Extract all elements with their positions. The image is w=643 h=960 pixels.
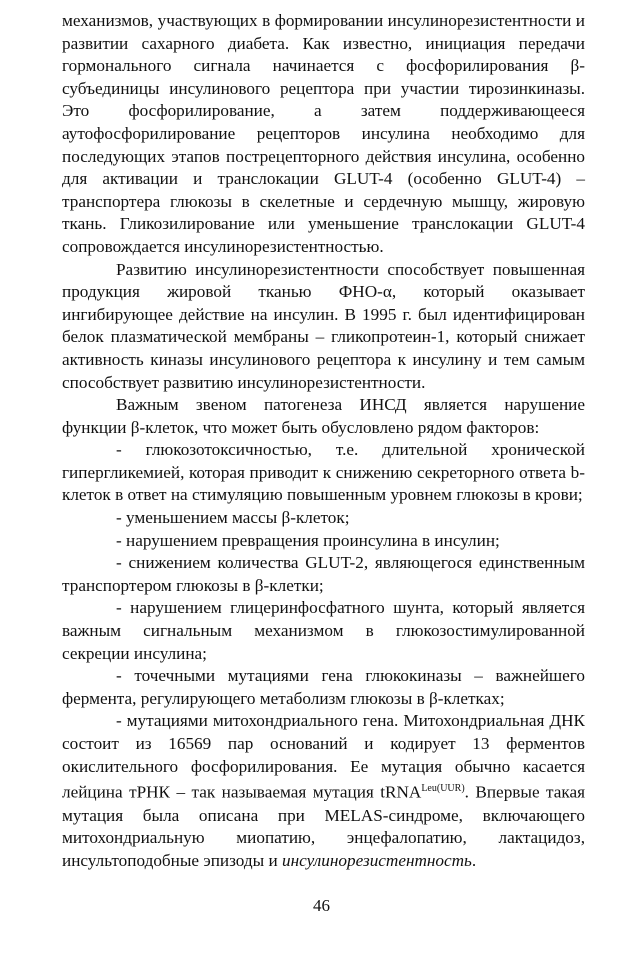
list-item-mitochondrial [62, 710, 585, 872]
list-item-glut2: - снижением количества GLUT-2, являющегося единственным транспортером глюкозы в β-клетки; [62, 553, 585, 595]
list-item-beta-mass: - уменьшением массы β-клеток; [116, 508, 350, 528]
list-item-glycerophosphate: - нарушением глицеринфосфатного шунта, который является важным сигнальным механизмом в глюкозостимулированной секреции инсулина; [62, 598, 585, 663]
final-period: . [471, 850, 477, 870]
mitochondrial-text-part2: . Впервые такая мутация была описана при MELAS-синдроме, включающего митохондриальную миопатию, энцефалопатию, лактацидоз, инсультоподобные эпизоды и [62, 782, 585, 870]
paragraph-continuation: механизмов, участвующих в формировании инсулинорезистентности и развитии сахарного диабета. Как известно, инициация передачи гормонального сигнала начинается с фосфорилирования β-субъединицы инсулинового рецептора при участии тирозинкиназы. Это фосфорилирование, а затем поддерживающееся аутофосфорилирование рецепторов инсулина необходимо для последующих этапов пострецепторного действия инсулина, особенно для активации и транслокации GLUT-4 (особенно GLUT-4) – транспортера глюкозы в скелетные и сердечную мышцу, жировую ткань. Гликозилирование или уменьшение транслокации GLUT-4 сопровождается инсулинорезистентностью. [62, 11, 585, 256]
paragraph-beta-cell-dysfunction: Важным звеном патогенеза ИНСД является нарушение функции β-клеток, что может быть обусловлено рядом факторов: [62, 395, 585, 437]
list-item-glucotoxicity: - глюкозотоксичностью, т.е. длительной хронической гипергликемией, которая приводит к снижению секреторного ответа b-клеток в ответ на стимуляцию повышенным уровнем глюкозы в крови; [62, 440, 585, 505]
mitochondrial-text-part1: - мутациями митохондриального гена. Митохондриальная ДНК состоит из 16569 пар оснований и кодирует 13 ферментов окислительного фосфорилирования. Ее мутация обычно касается лейцина тРНК – так называемая мутация tRNA [62, 711, 585, 802]
trna-superscript: Leu(UUR) [421, 783, 465, 795]
paragraph-tnf-alpha: Развитию инсулинорезистентности способствует повышенная продукция жировой тканью ФНО-α, который оказывает ингибирующее действие на инсулин. В 1995 г. был идентифицирован белок плазматической мембраны – гликопротеин-1, который снижает активность киназы инсулинового рецептора к инсулину и тем самым способствует развитию инсулинорезистентности. [62, 259, 585, 392]
page-number: 46 [313, 896, 330, 915]
list-item-proinsulin: - нарушением превращения проинсулина в инсулин; [116, 530, 500, 550]
list-item-glucokinase: - точечными мутациями гена глюкокиназы – важнейшего фермента, регулирующего метаболизм глюкозы в β-клетках; [62, 666, 585, 708]
italic-term: инсулинорезистентность [281, 850, 472, 870]
